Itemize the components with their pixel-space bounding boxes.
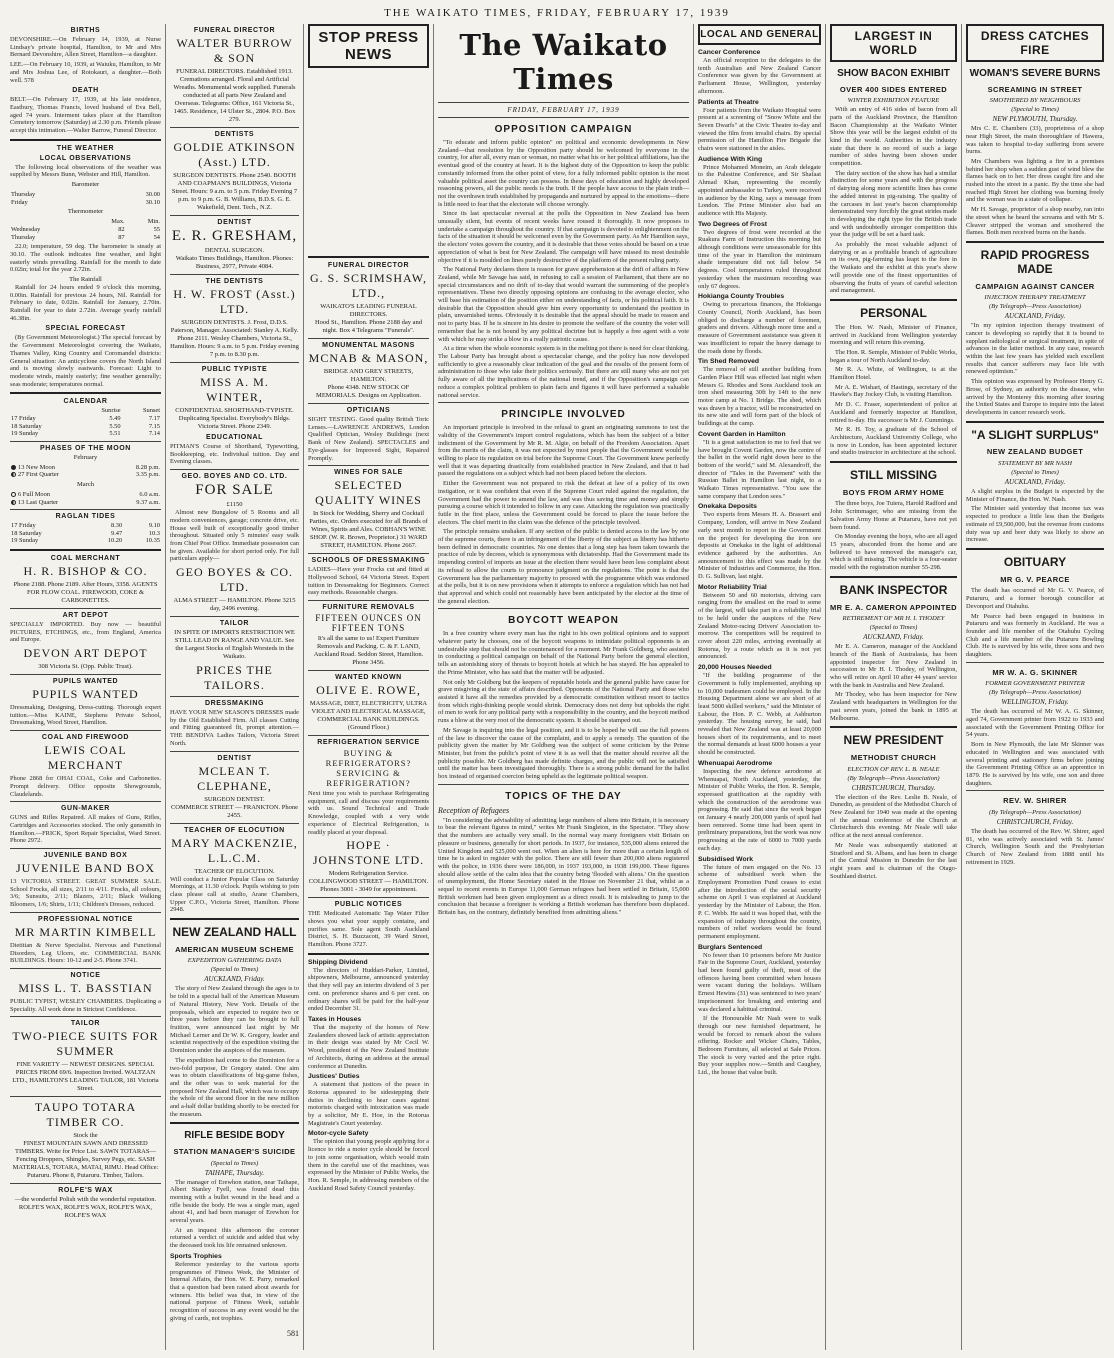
mackenzie-name: MARY MACKENZIE, L.L.C.M.	[171, 835, 298, 865]
rifle-dateline: TAIHAPE, Thursday.	[204, 1168, 265, 1177]
president-byline: (By Telegraph—Press Association)	[847, 774, 940, 782]
rainfall-text: Rainfall for 24 hours ended 9 o'clock this morning, 0.00in. Rainfall for previous 24 hours, Nil. Rainfall for February to date, 0.02in. Rainfall for January, 2.70in. Rainfall for year to date 2.72in. Average yearly rainfall 46.38in.	[10, 283, 161, 322]
local-item-text: Owing to precarious finances, the Hokianga County Council, North Auckland, has been obliged to discharge a number of foremen, graders and drivers. Although more time and a measure of Government assistance was given it was insufficient to repair the heavy damage to the roads done by floods.	[698, 301, 821, 355]
local-item-text: Four patients from the Waikato Hospital were present at a screening of "Snow White and the Seven Dwarfs" at the Civic Theatre to-day and viewed the film from invalid chairs. By special permission of the Hamilton Fire Brigade the chairs were stationed in the aisles.	[698, 106, 821, 153]
dentists-heading: DENTISTS	[214, 131, 255, 138]
rowe-name: OLIVE E. ROWE,	[316, 683, 421, 698]
shirer-dateline: CHRISTCHURCH, Friday.	[996, 818, 1074, 826]
surplus-deck: STATEMENT BY MR NASH	[997, 460, 1073, 468]
elocution-heading: TEACHER OF ELOCUTION	[184, 826, 285, 834]
bacon-deck: OVER 400 SIDES ENTERED	[839, 84, 948, 94]
coal-heading: COAL MERCHANT	[50, 554, 121, 562]
local-item-heading: Hokianga County Troubles	[698, 293, 785, 301]
local-item-heading: Cancer Conference	[698, 49, 761, 56]
local-item-heading: Patients at Theatre	[698, 98, 759, 106]
cancer-dateline: AUCKLAND, Friday.	[1004, 312, 1066, 321]
rifle-byline: (Special to Times)	[210, 1159, 259, 1167]
missing-headline: STILL MISSING	[849, 468, 938, 483]
tailor-text: FINE VARIETY — NEWEST DESIGNS. SPECIAL PRICES FROM 69/6. Inspection Invited. WALTZAN LTD., HAMILTON'S LEADING TAILOR, 181 Victoria Street.	[12, 1061, 159, 1093]
bank-deck: RETIREMENT OF MR H. I. THODEY	[842, 615, 945, 623]
column-editorial	[434, 24, 694, 1350]
news-para: Mr D. C. Fraser, superintendent of police at Auckland and formerly inspector at Hamilton, retired to-day. His successor is Mr J. Cummings.	[830, 401, 957, 424]
stop-press-heading: STOP PRESS NEWS	[308, 24, 429, 68]
news-para: Mr Pearce had been engaged in business in Putaruru and was formerly in Auckland. He was a founder and life member of the Otahuhu Cycling Club and a life member of the Putaruru Bowling Club. He is survived by his wife, three sons and two daughters.	[966, 612, 1104, 659]
clephane-sub: SURGEON DENTIST.	[204, 795, 265, 803]
tailor-heading: TAILOR	[70, 1020, 101, 1028]
news-para: A slight surplus in the Budget is expected by the Minister of Finance, the Hon. W. Nash.	[966, 488, 1104, 503]
news-para: The Hon. W. Nash, Minister of Finance, arrived in Auckland from Wellington yesterday morning and will return this evening.	[830, 323, 957, 347]
local-item-text: Prince Mohamed Moneim, an Arab delegate to the Palestine Conference, and Sir Shafaat Ahmad Khan, representing the recently appointed ambassador to Turkey, were received in audience by the King, says a message from London. The Prime Minister also had an audience with His Majesty.	[698, 163, 821, 217]
news-para: The Hon. R. Semple, Minister of Public Works, began a tour of North Auckland to-day.	[830, 348, 957, 364]
scrimshaw-name: G. S. SCRIMSHAW, LTD.,	[310, 271, 427, 300]
winter-name: MISS A. M. WINTER,	[200, 375, 269, 404]
cancer-headline: RAPID PROGRESS MADE	[980, 247, 1090, 276]
news-para: With an entry of 416 sides of bacon from all parts of the Auckland Province, the Hamilton Bacon Championship at the Waikato Winter Show this year will be the largest exhibit of its kind in the world. Authorities in the industry state that there is no record of such a large number of sides having been shown under competition.	[830, 106, 957, 168]
news-para: "In my opinion injection therapy treatment of cancer is developing so rapidly that it is bound to supplant radiological or surgical treatment, in spite of advances in the latter method. In any case, research within the last few years has yielded such excellent results that cancer sufferers may face life with renewed optimism."	[966, 322, 1104, 376]
clephane-name: MCLEAN T. CLEPHANE,	[197, 763, 272, 793]
gresham-sub: DENTAL SURGEON.	[204, 247, 265, 254]
local-item-text: Inspecting the new defence aerodrome at Whenuapai, North Auckland, yesterday, the Minister of Public Works, the Hon. R. Semple, expressed gratification at the rapidity with which the construction of the aerodrome was progressing. He said that since the work began on January 4 nearly 200,000 yards of spoil had been removed. Some time had been spent in preliminary preparations, but the work was now progressing at the rate of 6000 to 7000 yards each day.	[698, 767, 821, 852]
column-classifieds-2	[166, 24, 304, 1350]
news-para: Mr H. Savage, proprietor of a shop nearby, ran into the street when he heard the screams and with Mr S. Cleaver stripped the woman and smothered the flames. Both men received burns on the hands.	[966, 206, 1104, 237]
typiste-heading: PUBLIC TYPISTE	[201, 366, 268, 373]
bank-subheadline: MR E. A. CAMERON APPOINTED	[830, 602, 957, 612]
president-dateline: CHRISTCHURCH, Thursday.	[851, 783, 936, 792]
bacon-deck-2: WINTER EXHIBITION FEATURE	[847, 97, 940, 105]
schools-text: LADIES—Have your Frocks cut and fitted at Hollywood School, 64 Victoria Street. Expert tuition in Dressmaking for Beginners. Correct easy methods. Reasonable charges.	[308, 566, 429, 597]
editorial-para: Since its last spectacular reversal at the polls the Opposition in New Zealand has been unusually silent, but events of recent weeks have roused it thoroughly. It now proposes to undertake a campaign throughout the country. If that campaign is devoted to enlightenment on the facts of the situation it should be welcomed even by the Government party. As Mr Hamilton says, the electors' votes govern the country, and it is desirable that those votes should be based on a true appreciation of what is best for New Zealand. The campaign will have missed its most desirable objective if it is moulded on lines purely destructive of the platform of the present ruling party.	[438, 210, 689, 264]
juvenile-text: 13 VICTORIA STREET. GREAT SUMMER SALE. School Frocks, all sizes, 2/11 to 4/11. Frocks, all colours, 3/6; Sunsuits, 2/11; Blazers, 2/11; Black Walking Bloomers, 1/6; Shirts, 1/11; Children's Dresses, reduced.	[10, 878, 161, 909]
scrimshaw-text: Hood St., Hamilton. Phone 2188 day and night. Box 4 Telegrams "Funerals".	[314, 319, 423, 334]
newspaper-title: The Waikato Times	[459, 28, 668, 96]
mcnab-mason-address: BRIDGE AND GREY STREETS, HAMILTON.	[323, 368, 414, 383]
the-dentists-heading: THE DENTISTS	[205, 278, 264, 285]
lewis-coal-text: Phone 2868 for OHAI COAL, Coke and Carbonettes. Prompt delivery. Office opposite Showgrounds, Claudelands.	[10, 775, 161, 798]
last-quarter-icon	[11, 500, 16, 505]
obituary-pearce: MR G. V. PEARCE	[1000, 574, 1070, 584]
furniture-text: It's all the same to us! Expert Furniture Removals and Packing. C. & F. LAND, Auckland Road. Seddon Street, Hamilton. Phone 3456.	[313, 635, 424, 667]
tides-heading: RAGLAN TIDES	[55, 513, 116, 521]
forecast-text: (By Government Meteorologist.) The special forecast by the Government Meteorologist covering the Waikato, Thames Valley, King Country and Coromandel districts: General situation: An anticyclone covers the North Island and is moving slowly eastwards. Forecast: Light to moderate winds, mainly easterly; fine weather generally; seas moderate; temperatures normal.	[10, 334, 161, 388]
column-stop-press	[304, 24, 434, 1350]
sports-trophies-text: Reference yesterday to the various sports programmes of Fitness Week, the Minister of Internal Affairs, the Hon. W. E. Parry, remarked that a question had been raised about awards for winners. His belief was that, in view of the national purpose of Fitness Week, suitable recognition of success in any event would be the giving of cards, not trophies.	[170, 1260, 299, 1322]
local-item-heading: Onekaka Deposits	[698, 503, 757, 511]
moon-table-feb: 13 New Moon 8.28 p.m. 27 First Quarter 3.35 p.m.	[10, 464, 161, 479]
news-para: Mr A. E. Wishart, of Hastings, secretary of the Hawke's Bay Jockey Club, is visiting Hamilton.	[830, 383, 957, 399]
rolfes-heading: ROLFE'S WAX	[58, 1187, 113, 1195]
art-text: SPECIALLY IMPORTED. Buy now — beautiful PICTURES, ETCHINGS, etc., from England, America and Europe.	[10, 620, 161, 644]
justices-heading: Justices' Duties	[308, 1073, 360, 1081]
wines-name: SELECTED QUALITY WINES	[315, 478, 422, 508]
coal-firewood-heading: COAL AND FIREWOOD	[41, 734, 130, 742]
president-headline: NEW PRESIDENT	[843, 733, 944, 748]
local-item-text: The future of men engaged on the No. 13 scheme of subsidised work when the Employment Promotion Fund ceases to exist after the introduction of the social security scheme on April 1 was explained at Auckland yesterday by the Minister of Labour, the Hon. P. C. Webb. He said it was hoped that, with the expansion of industry throughout the country, numbers of relief workers would be found permanent employment.	[698, 863, 821, 940]
tides-table: 17 Friday 8.30 9.10 18 Saturday 9.47 10.3 19 Sunday 10.20 10.35	[11, 522, 160, 545]
local-item-heading: Tin Shed Removed	[698, 358, 760, 366]
geo-boyes-heading: GEO. BOYES AND CO. LTD.	[181, 473, 288, 481]
president-deck: ELECTION OF REV. L. B. NEALE	[847, 765, 940, 773]
obituary-shirer: REV. W. SHIRER	[1003, 796, 1067, 806]
fire-headline: DRESS CATCHES FIRE	[966, 24, 1104, 62]
prices-tailors-name: PRICES THE TAILORS.	[196, 663, 273, 693]
bank-headline: BANK INSPECTOR	[839, 582, 948, 597]
art-depot-name: DEVON ART DEPOT	[23, 646, 148, 660]
furniture-name: FIFTEEN OUNCES ON FIFTEEN TONS	[315, 613, 422, 634]
educational-heading: EDUCATIONAL	[205, 434, 264, 441]
news-para: On Monday evening the boys, who are all aged 15 years, absconded from the home and are believed to have removed the manager's car, which is still missing. The vehicle is a four-seater model with the registration number 55-298.	[830, 533, 957, 572]
stop-press-blank-space	[308, 72, 429, 252]
scrimshaw-sub: WAIKATO'S LEADING FUNERAL DIRECTORS.	[320, 303, 417, 318]
local-item-text: If the Honourable Mr Nash were to walk through our new furnished department, he would be forced to remark about the values offering. Rocker and Wicker Chairs, Tables, Bedroom Furniture, all selected at Sale Prices. The stock is very varied and the price right. Buy your supplies now.—Smith and Caughey, Ltd., the house that value built.	[698, 1015, 821, 1077]
gunmaker-heading: GUN-MAKER	[61, 805, 110, 813]
surplus-subheadline: NEW ZEALAND BUDGET	[986, 447, 1084, 457]
news-para: Mr R. H. Toy, a graduate of the School of Architecture, Auckland University College, who is now in London, has been appointed lecturer and studio instructor in architecture at the school.	[830, 426, 957, 457]
hall-deck: EXPEDITION GATHERING DATA	[187, 957, 282, 965]
funeral-heading: FUNERAL DIRECTOR	[193, 27, 276, 34]
notice-name: MISS L. T. BASSTIAN	[18, 980, 153, 995]
births-heading: BIRTHS	[70, 27, 101, 34]
column-classifieds-1	[6, 24, 166, 1350]
moon-heading: PHASES OF THE MOON	[40, 444, 131, 452]
pupils-heading: PUPILS WANTED	[52, 678, 119, 685]
motorcycle-heading: Motor-cycle Safety	[308, 1130, 369, 1138]
boyes-name: GEO BOYES & CO. LTD.	[175, 565, 293, 595]
editorial-para: The principle remains unshaken. If any section of the public is denied access to the law by one of the supreme courts, there is an infringement of the liberty of the subject as liberty has hitherto been defined in democratic countries. No one denies that a long step has been taken towards the practice of rule by decrees, which is synonymous with dictatorship. Had the Government made its impending control of imports an issue at the election there would have been less complaint about its refusal to allow the courts to pronounce judgment on the regulations. The point is that the Government has the parliamentary majority to proceed with the programme which was endorsed at the polls, but it is on new provisions when it attempts to enforce a regulation which has not had that approval and which could not reasonably have been anticipated by the elector at the time of the general election.	[438, 528, 689, 605]
mackenzie-sub: TEACHER OF ELOCUTION.	[194, 867, 275, 875]
mcnab-mason-name: MCNAB & MASON,	[308, 351, 429, 365]
local-item-text: Between 50 and 60 motorists, driving cars ranging from the smallest on the road to some of the largest, will take part in a reliability trial to be held under the auspices of the New Zealand Motor-racing Drivers' Association to-morrow. The competitors will be required to cover about 220 miles, arriving eventually at Rotorua, by a route which as it is not yet announced.	[698, 591, 821, 661]
editorial-heading-topics: TOPICS OF THE DAY	[505, 790, 622, 802]
wanted-heading: WANTED KNOWN	[335, 674, 402, 682]
local-general-heading: LOCAL AND GENERAL	[698, 24, 821, 45]
news-para: Mrs Chambers was lighting a fire in a premises behind her shop when a sudden gust of wind blew the flames back on to her. Her dress caught fire and she rushed into the street in a panic. By the time she had reached High Street her clothing was burning freely and the woman was in a state of collapse.	[966, 157, 1104, 204]
public-notices-text: THE Medicated Automatic Tap Water Filter shows you what your supply contains, and purifies same. Sole agent South Auckland District, S. H. Buzzacott, 39 Ward Street, Hamilton. Phone 3727.	[308, 910, 429, 949]
art-heading: ART DEPOT	[62, 611, 109, 619]
notice-heading: NOTICE	[70, 971, 101, 979]
calendar-table: Sunrise Sunset 17 Friday 5.49 7.17 18 Saturday 5.50 7.15 19 Sunday 5.51 7.14	[11, 407, 160, 438]
moon-month-mar: March	[77, 480, 94, 488]
funeral-heading-2: FUNERAL DIRECTOR	[327, 262, 410, 269]
goldie-atkinson-text: SURGEON DENTISTS. Phone 2540. BOOTH AND COAPMAN'S BUILDINGS, Victoria Street. Hours: 9 a.m. to 5 p.m. Friday Evening 7 p.m. to 9 p.m. G. B. Williams, B.D.S. G. E. Wakefield, Dent. Tech., N.Z.	[171, 172, 298, 211]
refrigeration-text: Next time you wish to purchase Refrigerating equipment, call and discuss your requirements with us. Sound Technical and Trade Knowledge, coupled with a very wide experience of Electrical Refrigeration, is readily placed at your disposal.	[308, 790, 429, 836]
news-para: Born in New Plymouth, the late Mr Skinner was educated in Wellington and was associated with several printing and stationery firms before joining the Government Printing Office as an apprentice in 1879. He is survived by his wife, one son and three daughters.	[966, 741, 1104, 787]
first-quarter-icon	[11, 472, 16, 477]
thermometer-heading: Thermometer	[67, 208, 104, 216]
skinner-deck: FORMER GOVERNMENT PRINTER	[985, 680, 1085, 688]
missing-subheadline: BOYS FROM ARMY HOME	[842, 487, 945, 497]
frost-text: SURGEON DENTISTS. J. Frost, D.D.S. Paterson, Manager. Associated: Stanley A. Kelly. Phone 2111. Wesley Chambers, Victoria St., Hamilton. Hours: 9 a.m. to 5 p.m. Friday evening 7 p.m. to 8.30 p.m.	[170, 319, 299, 358]
weather-intro: The following local observations of the weather was supplied by Messrs Bunn, Webster and Hill, Hamilton.	[10, 163, 161, 179]
column-news-1	[826, 24, 962, 1350]
local-item-heading: Subsidised Work	[698, 855, 754, 863]
professional-name: MR MARTIN KIMBELL	[14, 924, 157, 939]
news-para: This opinion was expressed by Professor Henry G. Brose, of Sydney, an authority on the disease, who arrived by the Monterey this morning after touring the United States and Europe to inquire into the latest developments in cancer research work.	[966, 378, 1104, 416]
refrigeration-heading: REFRIGERATION SERVICE	[317, 739, 420, 747]
timber-text: FINEST MOUNTAIN SAWN AND DRESSED TIMBERS. Write for Price List. SAWN TOTARAS—Fencing Droppers, Shingles, Survey Pegs, etc. SASH MATERIALS, TOTARA, MATAI, RIMU. Head Office: Putaruru. Phone 8, Putaruru. Timber, Tailors.	[12, 1140, 159, 1180]
gunmaker-text: GUNS and Rifles Repaired. All makes of Guns, Rifles, Cartridges and Accessories stocked. The only gunsmith in Hamilton.—FRICK, Sport Repair Specialist, Ward Street. Phone 2972.	[10, 814, 161, 845]
news-para: Mr Thodey, who has been inspector for New Zealand with headquarters in Wellington for the past seven years, joined the bank in 1895 at Melbourne.	[830, 691, 957, 722]
local-item-text: Two experts from Messrs H. A. Brassert and Company, London, will arrive in New Zealand early next month to report to the Government on the project for developing the iron ore deposits at Onekaka in the light of additional evidence gathered by the authorities. An announcement to this effect was made by the Minister of Industries and Commerce, the Hon. D. G. Sullivan, last night.	[698, 511, 821, 581]
local-item-heading: Burglars Sentenced	[698, 943, 763, 951]
dentist-heading: DENTIST	[217, 219, 252, 226]
fire-deck: SCREAMING IN STREET	[987, 84, 1083, 94]
editorial-para: Either the Government was not prepared to risk the defeat at law of a policy of its own instigation, or it was confident that even if the Supreme Court ruled against the regulation, the Government had the power to amend the law, and was thus saving time and money and simply pursuing a course which it intended to follow in any case. Attacking the regulation was practically futile in the first place, unless the Government could be forced to place the issue before the electors. The chief merit in the claim was the defence of the principle involved.	[438, 480, 689, 526]
weather-body: 22.0; temperature, 59 deg. The barometer is steady at 30.10. The outlook indicates fine weather, and light easterly winds prevailing. Rainfall for the month to date 0.02in; total for the year 2.72in.	[10, 243, 161, 274]
editorial-para: "In considering the advisability of admitting large numbers of aliens into Britain, it is necessary to bear the relevant figures in mind," writes Mr Frank Singleton, in the Spectator. "They show that the numbers are actually very small. In the normal way many foreigners visit Britain on pleasure or business, generally for short periods. In 1937, for instance, 535,000 aliens entered the United Kingdom and 525,000 went out. When an alien is here for more than a certain length of time he is asked to register with the police. There are still fewer than 200,000 aliens registered with the police, in 1936 there were 186,000, in 1937 193,000, in 1938 199,000. These figures should allow settle of the calm idea that the country being 'flooded with aliens.' On the question of unemployment, the Home Secretary stated in the House on November 21 that, whilst as a sequel to recent events in Europe 11,000 German refugees had been settled in Britain, 15,000 British workmen had been given employment as a direct result. It is misleading to jump to the conclusion that because a foreigner is working a British workman has therefore been displaced. Britain has, on the contrary, definitely benefited from admitting aliens."	[438, 816, 689, 917]
motorcycle-text: The opinion that young people applying for a licence to ride a motor cycle should be forced to join some organisation, which would train them in the careful use of the machines, was expressed by the Minister of Public Works, the Hon. R. Semple, in addressing members of the Auckland Road Safety Council yesterday.	[308, 1138, 429, 1192]
surplus-dateline: AUCKLAND, Friday.	[1004, 478, 1066, 487]
mackenzie-text: Will conduct a Junior Popular Class on Saturday Mornings, at 11.30 o'clock. Pupils wishing to join class please call at studio, Arane Chambers, Upper C.P.O., Victoria Street, Hamilton. Phone 2948.	[170, 875, 299, 914]
editorial-heading-principle: PRINCIPLE INVOLVED	[501, 409, 626, 421]
refrigeration-name: BUYING & REFRIGERATORS? SERVICING & REFRIGERATION?	[325, 748, 412, 789]
birth-notice: DEVONSHIRE.—On February 14, 1939, at Nurse Lindsay's private hospital, Hamilton, to Mr and Mrs Bernard Devonshire, Allen Street, Hamilton—a daughter.	[10, 36, 161, 59]
death-notice: BELT.—On February 17, 1939, at his late residence, Eastbury, Thomas Francis, loved husband of Eva Bell, aged 74 years. Interment takes place at the Hamilton Cemetery tomorrow (Saturday) at 2.30 p.m. Friends please accept this intimation.—Walter Barrow, Funeral Director.	[10, 96, 161, 135]
shipping-text: The directors of Huddart-Parker, Limited, shipowners, Melbourne, announced yesterday that they will pay an interim dividend of 3 per cent. on preference shares and 6 per cent. on ordinary shares will be paid for the half-year ended December 31.	[308, 966, 429, 1013]
news-para: The dairy section of the show has had a similar distinction for some years and with the progress of dairying along more scientific lines has come the added interest in pig-raising. The quality of the carcases in last year's bacon championship demonstrated very forcibly the great strides made in developing the right type for the British trade and with undoubtedly stronger competition this year the judge will be set a hard task.	[830, 169, 957, 239]
news-para: The Minister said yesterday that income tax was expected to produce a little less than the Budgets estimate of £9,500,000, but the revenue from customs duty was up and beer duty was likely to show an increase.	[966, 505, 1104, 544]
skinner-byline: (By Telegraph—Press Association)	[988, 689, 1082, 697]
rifle-para: The manager of Erewhon station, near Taihape, Albert Stanley Fyell, was found dead this morning with a bullet wound in the head and a rifle beside the body. He was a single man, aged about 41, and had been manager of Erewhon for several years.	[170, 1178, 299, 1225]
death-heading: DEATH	[72, 87, 99, 95]
tailor-heading-2: TAILOR	[219, 620, 250, 628]
local-item-heading: 20,000 Houses Needed	[698, 664, 772, 672]
news-para: Mr Neale was subsequently stationed at Stratford and St. Albans, and has been in charge of the Central Mission in Dunedin for the last eight years and is chairman of the Otago-Southland district.	[830, 841, 957, 880]
justices-text: A statement that justices of the peace in Rotorua appeared to be sidestepping their duties in declining to hear cases against motorists charged with intoxication was made by a solicitor, Mr E. Hoe, in the Rotorua Magistrate's Court yesterday.	[308, 1081, 429, 1127]
news-para: The death has occurred of the Rev. W. Shirer, aged 81, who was actively associated with St. James' Church, Wellington South and the Presbyterian Church of New Zealand from 1888 until his retirement in 1929.	[966, 828, 1104, 866]
bacon-headline: LARGEST IN WORLD	[830, 24, 957, 62]
gresham-text: Waikato Times Buildings, Hamilton. Phones: Business, 2977, Private 4084.	[175, 255, 294, 270]
editorial-heading-opposition: OPPOSITION CAMPAIGN	[494, 124, 633, 135]
notice-text: PUBLIC TYPIST, WESLEY CHAMBERS. Duplicating a Speciality. All work done in Strictest Confidence.	[10, 997, 161, 1013]
news-para: Mrs C. E. Chambers (33), proprietress of a shop near High Street, the main thoroughfare of Hawera, was taken to hospital to-day suffering from severe burns.	[966, 125, 1104, 156]
educational-text: PITMAN'S Course of Shorthand, Typewriting, Bookkeeping, etc. Individual tuition. Day and Evening classes.	[170, 443, 299, 466]
hall-headline: NEW ZEALAND HALL	[172, 925, 297, 940]
timber-stock: Stock the	[73, 1132, 98, 1140]
local-item-text: "It is a great satisfaction to me to feel that we have brought Covent Garden, now the centre of the ballet in the world right down here to the bottom of the world," said M. Alexandroff, the director of "Tales in the Pavement" with the Russian Ballet in Hamilton last night, to a Waikato Times representative. "You saw the same company that London sees."	[698, 438, 821, 500]
rifle-headline: RIFLE BESIDE BODY	[184, 1130, 285, 1142]
news-para: Mr R. A. White, of Wellington, is at the Hamilton Hotel.	[830, 366, 957, 382]
personal-headline: PERSONAL	[860, 306, 927, 320]
cancer-deck: INJECTION THERAPY TREATMENT	[984, 294, 1086, 302]
dressmaking-text: HAVE YOUR NEW SEASON'S DRESSES made by the Old Established Firm. All classes Cutting and Fitting guaranteed fit, prompt attention.—THE BENDIVA Ladies Tailors, Victoria Street North.	[170, 709, 299, 747]
hall-para: The expedition had come to the Dominion for a two-fold purpose, Dr Gregory stated. One aim was to obtain classifications of big-game fishes, and the other was to seek material for the proposed New Zealand Hall, which was to occupy the whole of the second floor in the new million and a-half dollar building shortly to be erected for the museum.	[170, 1056, 299, 1118]
dressmaking-heading: DRESSMAKING	[204, 700, 265, 708]
wines-text: In Stock for Wedding, Sherry and Cocktail Parties, etc. Orders executed for all Brands of Wines, Spirits and Ales. COBHAN'S WINE SHOP. (W. R. Brown, Proprietor.) 31 WARD STREET, HAMILTON. Phone 2667.	[309, 510, 428, 550]
local-item-heading: Whenuapai Aerodrome	[698, 759, 773, 767]
fire-subheadline: WOMAN'S SEVERE BURNS	[969, 68, 1101, 79]
president-subheadline: METHODIST CHURCH	[850, 753, 937, 763]
sports-trophies-heading: Sports Trophies	[170, 1252, 222, 1260]
barometer-table: Thursday 30.00 Friday 30.10	[11, 191, 160, 206]
dentist-heading-2: DENTIST	[217, 754, 252, 762]
shipping-heading: Shipping Dividend	[308, 958, 368, 966]
news-para: As probably the most valuable adjunct of dairying or as a profitable branch of agriculture on its own, pig-farming has leapt to the fore in the Waikato and the exhibit at this year's show will provide one of the finest opportunities of observing the fruits of years of careful selection and management.	[830, 241, 957, 295]
column-news-2	[962, 24, 1108, 1350]
local-item-text: The removal of still another building from Garden Place Hill was effected last night when Messrs G. Rhodes and Sons Auckland took an iron shed measuring 30ft by 14ft to the new motor camp at No. 1 Bridge. The shed, which was drawn by a tractor, will be reconstructed on its new site and will form part of the block of buildings at the camp.	[698, 366, 821, 428]
bank-byline: (Special to Times)	[869, 624, 918, 632]
editorial-para: An important principle is involved in the refusal to grant an originating summons to test the validity of the Government's import control regulations, which has been the subject of a bitter indictment of the Government by Mr R. M. Algie, on behalf of the Freedom Association. Apart from the merits of the claim, it was not expected by most people that the Government would be willing to place its regulation on trial before the Supreme Court. The Government knew perfectly well that it was departing drastically from established practice in New Zealand, and that it had passed the regulations on a subject which had not been placed before the electors.	[438, 424, 689, 478]
juvenile-heading: JUVENILE BAND BOX	[43, 852, 128, 860]
hall-dateline: AUCKLAND, Friday.	[204, 975, 265, 984]
opticians-heading: OPTICIANS	[346, 407, 391, 414]
thermometer-table: Max. Min. Wednesday 82 55 Thursday 87 54	[11, 218, 160, 241]
obituary-headline: OBITUARY	[1003, 554, 1067, 569]
rowe-text: MASSAGE, DIET, ELECTRICITY, ULTRA VIOLET AND ELECTRICAL MASSAGE, COMMERCIAL BANK BUILDINGS. (Ground Floor.)	[309, 700, 428, 732]
gresham-name: E. R. GRESHAM,	[171, 228, 298, 244]
shirer-byline: (By Telegraph—Press Association)	[988, 809, 1082, 816]
newspaper-page	[6, 24, 1108, 1354]
obituary-skinner: MR W. A. G. SKINNER	[992, 667, 1078, 677]
wines-heading: WINES FOR SALE	[334, 469, 403, 477]
lewis-coal-name: LEWIS COAL MERCHANT	[44, 743, 127, 773]
rainfall-heading: The Rainfall	[69, 275, 102, 283]
full-moon-icon	[11, 492, 16, 497]
local-items-list	[698, 49, 821, 1077]
goldie-atkinson-name: GOLDIE ATKINSON (Asst.) LTD.	[173, 140, 296, 169]
professional-heading: PROFESSIONAL NOTICE	[38, 915, 133, 923]
frost-name: H. W. FROST (Asst.) LTD.	[173, 287, 296, 316]
rolfes-text: —the wonderful Polish with the wonderful reputation. ROLFE'S WAX, ROLFE'S WAX, ROLFE'S WAX, ROLFE'S WAX	[14, 1196, 157, 1220]
mcnab-mason-text: Phone 4348. NEW STOCK OF MEMORIALS. Designs on Application.	[316, 384, 421, 399]
local-item-text: An official reception to the delegates to the tenth Australian and New Zealand Cancer Conference was given by the Government at Parliament House, Wellington, yesterday afternoon.	[698, 57, 821, 95]
professional-text: Dietitian & Nerve Specialist. Nervous and Functional Disorders, Leg Ulcers, etc. COMMERCIAL BANK BUILDINGS. Hours: 10-12 and 2-5. Phone 3741.	[10, 941, 161, 965]
local-item-text: Two degrees of frost were recorded at the Ruakura Farm of Instruction this morning but although conditions were unseasonable for this time of the year in Hamilton the minimum shade temperature did not fall below 54 degrees. Cool temperatures ruled throughout yesterday when the maximum recording was only 67 degrees.	[698, 228, 821, 290]
schools-heading: SCHOOLS OF DRESSMAKING	[311, 557, 426, 565]
taste-heading: Taxes in Houses	[308, 1015, 362, 1023]
fire-byline: (Special to Times)	[1011, 106, 1059, 114]
news-para: The death has occurred of Mr G. V. Pearce, of Putaruru, and a former borough councillor at Devonport and Otahuhu.	[966, 587, 1104, 610]
page-number: 581	[287, 1328, 299, 1338]
tailor-name: TWO-PIECE SUITS FOR SUMMER	[12, 1029, 159, 1059]
art-depot-address: 308 Victoria St. (Opp. Public Trust).	[38, 663, 133, 670]
coal-merchant-text: Phone 2188. Phone 2189. After Hours, 3358. AGENTS FOR FLOW COAL. FIREWOOD, COKE & CARBONETTES.	[13, 580, 158, 604]
clephane-address: COMMERCE STREET — FRANKTON. Phone 2455.	[170, 803, 299, 819]
editorial-para: "To educate and inform public opinion" on political and economic developments in New Zealand—that resolution by the Opposition party should be welcomed by everyone in the country, for after all, every man or woman, no matter what his or her political affiliations, has the eventual good of the country at heart. It is the highest duty of the Opposition to keep the public constantly informed from the other point of view, for a fully informed public opinion is the most valuable political asset the country can possess. In these days of education and highly developed reasoning powers, all the public needs is the truth. If the people have access to the plain truth—not the overdrawn truth established by propaganda and nurtured by appeal to the emotions—there is little need to fear that the electorate will choose wrongly.	[438, 139, 689, 208]
timber-name: TAUPO TOTARA TIMBER CO.	[34, 1100, 137, 1130]
news-para: The election of the Rev. Leslie B. Neale, of Dunedin, as president of the Methodist Church of New Zealand for 1940 was made at the opening of the annual conference of the Church at Christchurch this evening. Mr Neale will take office at the next annual conference.	[830, 793, 957, 840]
furniture-heading: FURNITURE REMOVALS	[322, 604, 415, 612]
cancer-byline: (By Telegraph—Press Association)	[988, 303, 1082, 311]
fire-dateline: NEW PLYMOUTH, Thursday.	[992, 115, 1078, 124]
local-item-heading: Covent Garden in Hamilton	[698, 430, 786, 438]
opticians-text: SIGHT TESTING. Good quality British Toric Lenses.—LAWRENCE ANDREWS, London Qualified Optician, Wesley Buildings (next Bank of New Zealand). SPECTACLES and Eye-glasses for Improved Sight, Repaired Promptly.	[308, 416, 429, 462]
for-sale-price: £1150	[226, 501, 243, 509]
topics-subheading: Reception of Refugees	[438, 805, 510, 815]
hall-para: The story of New Zealand through the ages is to be told in a special hall of the American Museum of Natural History, New York. Details of the proposals, which are expected to require two or three years before they can be brought to full fruition, were announced last night by Mr Michael Lerner and Dr W. K. Gregory, leader and scientist respectively of the expedition visiting the Dominion under the auspices of the museum.	[170, 985, 299, 1055]
winter-text: CONFIDENTIAL SHORTHAND-TYPISTE. Duplicating Specialist. Everybody's Bldgs. Victoria Street. Phone 2349.	[175, 407, 294, 430]
fire-deck-2: SMOTHERED BY NEIGHBOURS	[989, 97, 1081, 105]
local-item-heading: Audience With King	[698, 155, 763, 163]
editorial-heading-boycott: BOYCOTT WEAPON	[508, 615, 619, 627]
surplus-headline: "A SLIGHT SURPLUS"	[971, 427, 1099, 442]
hope-johnstone-name: HOPE · JOHNSTONE LTD.	[312, 838, 425, 868]
for-sale-text: Almost new Bungalow of 5 Rooms and all modern conveniences, garage; concrete drive, etc. House well built of exceptionally good timber throughout. Situated only 5 minutes' easy walk from Chief Post Office. Immediate possession can be given. Available for short period only. For full particulars apply—	[170, 509, 299, 563]
weather-heading: THE WEATHER	[56, 144, 115, 152]
forecast-heading: SPECIAL FORECAST	[45, 325, 126, 333]
news-para: The three boys, Joe Tuiera, Harold Radford and John Scrimmager, who are missing from the Salvation Army Home at Putaruru, have not yet been found.	[830, 500, 957, 531]
boyes-address: ALMA STREET — HAMILTON. Phone 3215 day, 2496 evening.	[173, 597, 296, 613]
rifle-subheadline: STATION MANAGER'S SUICIDE	[173, 1146, 296, 1156]
editorial-para: In a free country where every man has the right to his own political opinions and to support whatever party he chooses, one of the boycott weapons to intimidate political opponents is an undesirable step that should not be countenanced for a moment. Mr Frank Goldberg, who assisted in conducting a political campaign on behalf of the National Party before the general election, tells an astonishing story of threats to boycott hotels at which he has stayed. He has appealed to the Prime Minister, who has said that the matter will be adjusted.	[438, 630, 689, 676]
tailor-text-2: IN SPITE OF IMPORTS RESTRICTION WE STILL LEAD IN RANGE AND VALUE. See the Largest Stocks of English Worsteds in the Waikato.	[174, 629, 295, 661]
calendar-heading: CALENDAR	[63, 398, 108, 406]
skinner-dateline: WELLINGTON, Friday.	[1001, 698, 1069, 707]
page-masthead: THE WAIKATO TIMES, FRIDAY, FEBRUARY 17, 1939	[384, 7, 730, 19]
juvenile-band-box-name: JUVENILE BAND BOX	[16, 861, 155, 876]
walter-burrow-name: WALTER BURROW & SON	[176, 36, 293, 65]
cancer-subheadline: CAMPAIGN AGAINST CANCER	[975, 281, 1095, 291]
moon-month-feb: February	[73, 453, 98, 461]
new-moon-icon	[11, 465, 16, 470]
pupils-ad-name: PUPILS WANTED	[32, 687, 139, 701]
editorial-para: Mr Savage is inquiring into the legal position, and it is to be hoped he will use the full powers of the law to discover the cause of the complaint, and to apply a remedy. The question of the publicity given the matter by Mr Goldberg was the subject of some criticism by the Prime Minister, but from the public's point of view it is as well that the matter should receive all the publicity possible. Mr Goldberg has made definite charges, and the public will not be satisfied until the matter has been investigated thoroughly. There is a strong public demand for the ballot box instead of organised coercion being upheld as the legitimate political weapon.	[438, 726, 689, 781]
hope-johnstone-text: Modern Refrigeration Service. COLLINGWOOD STREET — HAMILTON. Phones 3001 - 3049 for appointment.	[308, 870, 429, 894]
coal-merchant-name: H. R. BISHOP & CO.	[23, 563, 148, 578]
birth-notice: LEE.—On February 10, 1939, at Waiuku, Hamilton, to Mr and Mrs Joshua Lee, of Rotokauri, a daughter.—Both well. 578	[10, 61, 161, 84]
news-para: Mr E. A. Cameron, manager of the Auckland branch of the Bank of Australasia, has been appointed inspector for New Zealand in succession to Mr H. I. Thodey, of Wellington, who will retire on April 10 after 44 years' service with the bank in Australia and New Zealand.	[830, 643, 957, 689]
monumental-heading: MONUMENTAL MASONS	[322, 342, 415, 349]
hall-byline: (Special to Times)	[210, 966, 259, 974]
moon-table-mar: 6 Full Moon 6.0 a.m. 13 Last Quarter 9.37 a.m.	[10, 491, 161, 506]
editorial-para: At a time when the whole economic system is in the melting pot there is need for clear thinking. The Labour Party has brought about a spectacular change, and the policy has now developed sufficiently to give a reasonably clear indication of the goal and the results of the present form of administration to those who take their politics seriously. But there are still many who are not yet fully aware of all the implications of the national trend, and if the Opposition's campaign can reduce a complex political problem to plain facts and figures it will have performed a valuable national service.	[438, 345, 689, 399]
editorial-para: Not only Mr Goldberg but the keepers of reputable hotels and the general public have cause for grave misgiving at the state of affairs described. Opponents of the National Party and those who assisted it have all the remedies provided by a democratic constitution without resort to tactics from which right-thinking people would shrink. Democracy does not deny but upholds the right of men to work for any political party with a responsibility in the country, and the boycott method runs a blow at the very root of the democratic system. It should be stamped out.	[438, 678, 689, 725]
editorial-para: The National Party declares there is reason for grave apprehension at the drift of affairs in New Zealand, while Mr Savage has said, in refusing to call a session of Parliament, that there are no special circumstances and no drift of to-day that would warrant the summoning of the people's representatives. These two directly opposing opinions are confusing to the average elector, who will base his estimation of the position either on understanding of facts, or his political faith. It is desirable that the Opposition should give him every opportunity to understand the position in plain, unvarnished terms. Obviously it is desirable that the appeal should be made to reason and not to party bias. If he is sincere in his desire to promote the welfare of the country the voter will remember that he is not bound by any political doctrine but is happily a free agent with a vote with which he may strike a blow in a really patriotic cause.	[438, 266, 689, 343]
public-notices-heading: PUBLIC NOTICES	[334, 901, 403, 909]
local-item-heading: Motor Reliability Trial	[698, 583, 767, 591]
rifle-para: At an inquest this afternoon the coroner returned a verdict of suicide and added that why the deceased took his life remained unknown.	[170, 1226, 299, 1250]
for-sale-title: FOR SALE	[195, 482, 274, 499]
hall-subheadline: AMERICAN MUSEUM SCHEME	[175, 944, 294, 954]
barometer-heading: Barometer	[71, 181, 100, 189]
bank-dateline: AUCKLAND, Friday.	[863, 633, 924, 642]
local-item-text: "If the building programme of the Government is fully implemented, anything up to 10,000 tradesmen could be employed. In the Housing Department alone we are short of at least 5000 skilled workers," said the Minister of Labour, the Hon. P. C. Webb, at Ashburton yesterday. The housing survey, he said, had revealed that New Zealand was at least 20,000 houses short of its requirements, and to meet the normal demands at least 6000 houses a year should be constructed.	[698, 672, 821, 757]
local-item-heading: Two Degrees of Frost	[698, 220, 767, 228]
local-item-text: No fewer than 10 prisoners before Mr Justice Fair in the Supreme Court, Auckland, yesterday had been found guilty of theft, most of the offences having been committed when houses were vacant during the holidays. William Ernest Hewins (31) was sentenced to two years' imprisonment for breaking and entering and was declared a habitual criminal.	[698, 951, 821, 1013]
pupils-text: Dressmaking, Designing, Dress-cutting. Thorough expert tuition.—Miss KAINE, Stephens Private School, Dressmaking, Wood Street, Hamilton.	[10, 704, 161, 727]
column-local-general	[694, 24, 826, 1350]
bacon-subheadline: SHOW BACON EXHIBIT	[837, 68, 950, 79]
walter-burrow-text: FUNERAL DIRECTORS. Established 1913. Cremations arranged. Floral and Artificial Wreaths. Monumental work supplied. Funerals conducted at all parts New Zealand and Overseas. Telegrams: Office, 161 Victoria St., 1465. Residence, 14 Ulster St., 2804. P.O. Box 279.	[173, 68, 296, 123]
editorial-date: FRIDAY, FEBRUARY 17, 1939	[507, 106, 620, 114]
surplus-byline: (Special to Times)	[1011, 469, 1059, 477]
news-para: The death has occurred of Mr W. A. G. Skinner, aged 74, Government printer from 1922 to 1933 and associated with the Government Printing Office for 54 years.	[966, 708, 1104, 739]
taste-text: That the majority of the homes of New Zealanders showed lack of artistic appreciation in their design was stated by Mr Cecil W. Wood, president of the New Zealand Institute of Architects, during an address at the annual conference at Dunedin.	[308, 1023, 429, 1070]
weather-subheading: LOCAL OBSERVATIONS	[39, 154, 132, 162]
